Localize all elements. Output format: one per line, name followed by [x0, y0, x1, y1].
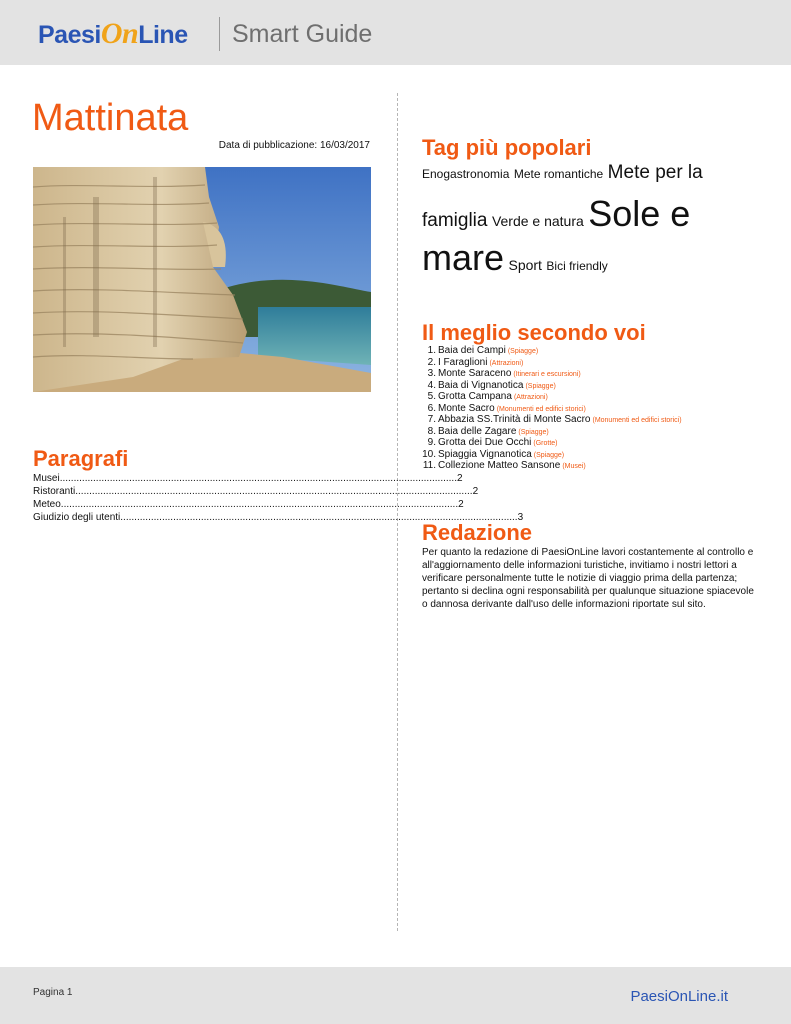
- redazione-heading: Redazione: [422, 520, 533, 545]
- item-number: 4.: [427, 379, 436, 391]
- item-number: 3.: [427, 368, 436, 379]
- toc-label: Musei: [33, 473, 60, 484]
- toc-page: 3: [517, 512, 524, 523]
- list-item[interactable]: [422, 368, 762, 380]
- item-name: Monte Sacro: [438, 402, 495, 414]
- item-category: (Grotte): [533, 440, 558, 447]
- tag-sole-e-mare-part2[interactable]: mare: [422, 237, 505, 278]
- header-separator: [219, 17, 220, 51]
- item-category: (Musei): [562, 463, 586, 470]
- toc-row-meteo[interactable]: [33, 498, 464, 511]
- item-category: (Attrazioni): [513, 394, 548, 401]
- toc-leader: ...............................................................................................................................................: [60, 499, 459, 510]
- item-category: (Itinerari e escursioni): [513, 371, 581, 378]
- item-category: (Spiagge): [507, 348, 539, 355]
- item-name: Collezione Matteo Sansone: [438, 460, 561, 471]
- tag-bici-friendly[interactable]: Bici friendly: [546, 259, 608, 273]
- page-number: Pagina 1: [33, 987, 73, 998]
- list-item[interactable]: [422, 345, 762, 357]
- header-subtitle: Smart Guide: [232, 20, 373, 48]
- item-category: (Monumenti ed edifici storici): [496, 405, 586, 413]
- item-name: Spiaggia Vignanotica: [438, 448, 532, 460]
- list-item[interactable]: [422, 460, 762, 472]
- item-category: (Monumenti ed edifici storici): [592, 417, 682, 424]
- list-item[interactable]: [422, 426, 762, 438]
- item-name: Grotta Campana: [438, 391, 512, 402]
- tag-mete-per-la-famiglia-part1[interactable]: Mete per la: [607, 162, 703, 183]
- toc-page: 2: [458, 499, 464, 510]
- paesionline-logo[interactable]: [38, 14, 188, 54]
- header-bar: [0, 0, 791, 65]
- tag-mete-per-la-famiglia-part2[interactable]: famiglia: [422, 210, 488, 231]
- toc-row-giudizio[interactable]: [33, 511, 524, 524]
- logo-part-line: Line: [138, 21, 188, 49]
- item-name: Monte Saraceno: [438, 368, 512, 379]
- list-item[interactable]: [422, 437, 762, 449]
- toc-leader: ...............................................................................................................................................: [59, 473, 457, 484]
- item-number: 5.: [427, 391, 436, 402]
- tag-enogastronomia[interactable]: Enogastronomia: [422, 167, 510, 181]
- item-number: 7.: [427, 414, 436, 425]
- toc-label: Meteo: [33, 499, 61, 510]
- tag-sport[interactable]: Sport: [508, 257, 542, 273]
- page-title: Mattinata: [32, 97, 189, 139]
- item-name: Baia delle Zagare: [438, 425, 517, 437]
- best-heading: Il meglio secondo voi: [422, 320, 646, 345]
- toc-label: Giudizio degli utenti: [33, 512, 121, 523]
- redazione-text: Per quanto la redazione di PaesiOnLine lavori costantemente al controllo e all'aggiornamento delle informazioni turistiche, invitiamo i nostri lettori a verificare personalmente tutte le notizie di viaggio prima della partenza; pertanto si declina ogni responsabilità per qualunque situazione spiacevole o dannosa derivante dall'uso delle informazioni riportate sul sito.: [422, 547, 754, 610]
- footer-bar: [0, 967, 791, 1024]
- best-list: [422, 345, 762, 472]
- item-number: 2.: [427, 356, 436, 368]
- site-link[interactable]: PaesiOnLine.it: [630, 988, 728, 1005]
- publication-date: Data di pubblicazione: 16/03/2017: [218, 140, 370, 151]
- item-name: Abbazia SS.Trinità di Monte Sacro: [438, 414, 591, 425]
- item-category: (Spiagge): [533, 451, 565, 459]
- tag-sole-e-mare-part1[interactable]: Sole e: [588, 193, 691, 234]
- paragrafi-heading: Paragrafi: [33, 446, 129, 471]
- item-name: I Faraglioni: [438, 356, 488, 368]
- tag-mete-romantiche[interactable]: Mete romantiche: [513, 167, 604, 181]
- toc-label: Ristoranti: [33, 486, 76, 497]
- item-category: (Spiagge): [518, 428, 549, 436]
- item-number: 11.: [422, 460, 436, 471]
- tags-heading: Tag più popolari: [422, 135, 592, 160]
- list-item[interactable]: [422, 391, 762, 403]
- item-name: Grotta dei Due Occhi: [438, 437, 532, 448]
- toc-page: 2: [457, 473, 463, 484]
- item-number: 10.: [422, 448, 436, 460]
- list-item[interactable]: [422, 403, 762, 415]
- tag-verde-e-natura[interactable]: Verde e natura: [491, 213, 584, 229]
- paragrafi-list: [33, 472, 524, 524]
- toc-leader: ...............................................................................................................................................: [120, 512, 518, 523]
- toc-leader: ...............................................................................................................................................: [75, 486, 473, 497]
- item-number: 8.: [427, 425, 436, 437]
- list-item[interactable]: [422, 449, 762, 461]
- toc-row-ristoranti[interactable]: [33, 485, 479, 498]
- logo-part-paesi: Paesi: [38, 21, 101, 49]
- list-item[interactable]: [422, 414, 762, 426]
- toc-page: 2: [472, 486, 479, 497]
- toc-row-musei[interactable]: [33, 472, 463, 485]
- item-name: Baia di Vignanotica: [438, 379, 524, 391]
- list-item[interactable]: [422, 357, 762, 369]
- item-number: 9.: [427, 437, 436, 448]
- item-category: (Attrazioni): [489, 359, 524, 367]
- item-number: 1.: [427, 345, 436, 356]
- item-name: Baia dei Campi: [438, 345, 506, 356]
- list-item[interactable]: [422, 380, 762, 392]
- item-number: 6.: [427, 402, 436, 414]
- destination-photo: [33, 167, 371, 392]
- item-category: (Spiagge): [525, 382, 556, 390]
- logo-part-on: On: [100, 17, 139, 50]
